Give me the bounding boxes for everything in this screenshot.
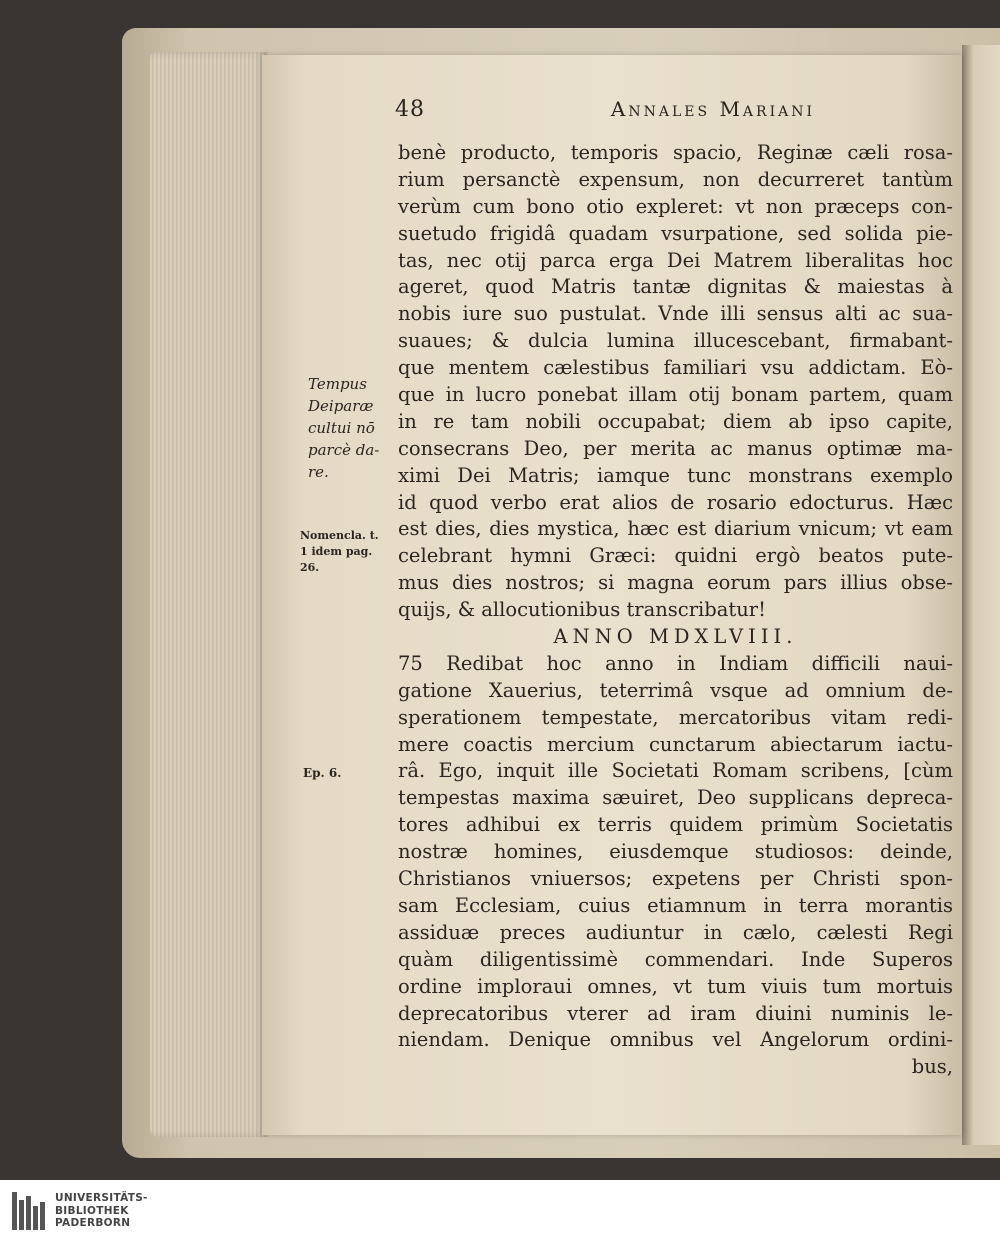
page-header xyxy=(395,97,955,122)
margin-note-reference: Nomencla. t. 1 idem pag. 26. xyxy=(300,529,379,574)
facing-page-edge xyxy=(962,45,1000,1145)
text-line: sam Ecclesiam, cuius etiamnum in terra morantis xyxy=(398,893,953,917)
page-number: 48 xyxy=(395,97,425,122)
text-line: que mentem cælestibus familiari vsu addictam. Eò- xyxy=(398,356,953,380)
text-line: sperationem tempestate, mercatoribus vitam redi- xyxy=(398,705,953,729)
text-line: mus dies nostros; si magna eorum pars illius obse- xyxy=(398,571,953,595)
text-line: tores adhibui ex terris quidem primùm Societatis xyxy=(398,813,953,837)
text-line: in re tam nobili occupabat; diem ab ipso capite, xyxy=(398,409,953,433)
text-line: ordine imploraui omnes, vt tum viuis tum mortuis xyxy=(398,974,953,998)
library-logo xyxy=(12,1192,148,1230)
margin-note: Tempus Deiparæ cultui nō parcè da-re. xyxy=(308,375,380,481)
text-line: suetudo frigidâ quadam vsurpatione, sed solida pie- xyxy=(398,221,953,245)
text-line: verùm cum bono otio expleret: vt non præceps con- xyxy=(398,194,953,218)
text-line: tas, nec otij parca erga Dei Matrem liberalitas hoc xyxy=(398,248,953,272)
text-line: ximi Dei Matris; iamque tunc monstrans exemplo xyxy=(398,463,953,487)
text-line: celebrant hymni Græci: quidni ergò beatos pute- xyxy=(398,544,953,568)
text-line: rium persanctè expensum, non decurreret tantùm xyxy=(398,167,953,191)
page-edges xyxy=(150,52,268,1137)
logo-line-1: UNIVERSITÄTS- xyxy=(55,1192,148,1205)
text-line: bus, xyxy=(911,1055,953,1079)
text-line: gatione Xauerius, teterrimâ vsque ad omnium de- xyxy=(398,678,953,702)
footer xyxy=(0,1180,1000,1243)
text-line: nostræ homines, eiusdemque studiosos: deinde, xyxy=(398,840,953,864)
text-line: nobis iure suo pustulat. Vnde illi sensus alti ac sua- xyxy=(398,302,953,326)
text-line: suaues; & dulcia lumina illucescebant, firmabant- xyxy=(398,329,953,353)
text-line: ageret, quod Matris tantæ dignitas & maiestas à xyxy=(398,275,953,299)
text-line: ANNO MDXLVIII. xyxy=(553,625,798,649)
text-line: râ. Ego, inquit ille Societati Romam scribens, [cùm xyxy=(398,759,953,783)
text-line: 75 Redibat hoc anno in Indiam difficili naui- xyxy=(398,651,953,675)
running-head: Annales Mariani xyxy=(610,97,815,121)
text-line: consecrans Deo, per merita ac manus optimæ ma- xyxy=(398,436,953,460)
text-line: assiduæ preces audiuntur in cælo, cælesti Regi xyxy=(398,920,953,944)
body-text xyxy=(398,140,953,1081)
text-line: quàm diligentissimè commendari. Inde Superos xyxy=(398,947,953,971)
text-line: tempestas maxima sæuiret, Deo supplicans depreca- xyxy=(398,786,953,810)
text-line: que in lucro ponebat illam otij bonam partem, quam xyxy=(398,383,953,407)
text-line: niendam. Denique omnibus vel Angelorum ordini- xyxy=(398,1028,953,1052)
text-line: est dies, dies mystica, hæc est diarium vnicum; vt eam xyxy=(398,517,953,541)
logo-line-2: BIBLIOTHEK xyxy=(55,1204,129,1217)
logo-line-3: PADERBORN xyxy=(55,1217,131,1230)
text-line: mere coactis mercium cunctarum abiectarum iactu- xyxy=(398,732,953,756)
logo-bars-icon xyxy=(12,1192,47,1230)
margin-note-epistle: Ep. 6. xyxy=(303,766,342,780)
text-line: benè producto, temporis spacio, Reginæ cæli rosa- xyxy=(398,141,953,164)
text-line: deprecatoribus vterer ad iram diuini numinis le- xyxy=(398,1001,953,1025)
text-line: quijs, & allocutionibus transcribatur! xyxy=(398,598,766,622)
logo-text xyxy=(55,1192,148,1230)
text-line: id quod verbo erat alios de rosario edocturus. Hæc xyxy=(398,490,953,514)
text-line: Christianos vniuersos; expetens per Christi spon- xyxy=(398,867,953,891)
